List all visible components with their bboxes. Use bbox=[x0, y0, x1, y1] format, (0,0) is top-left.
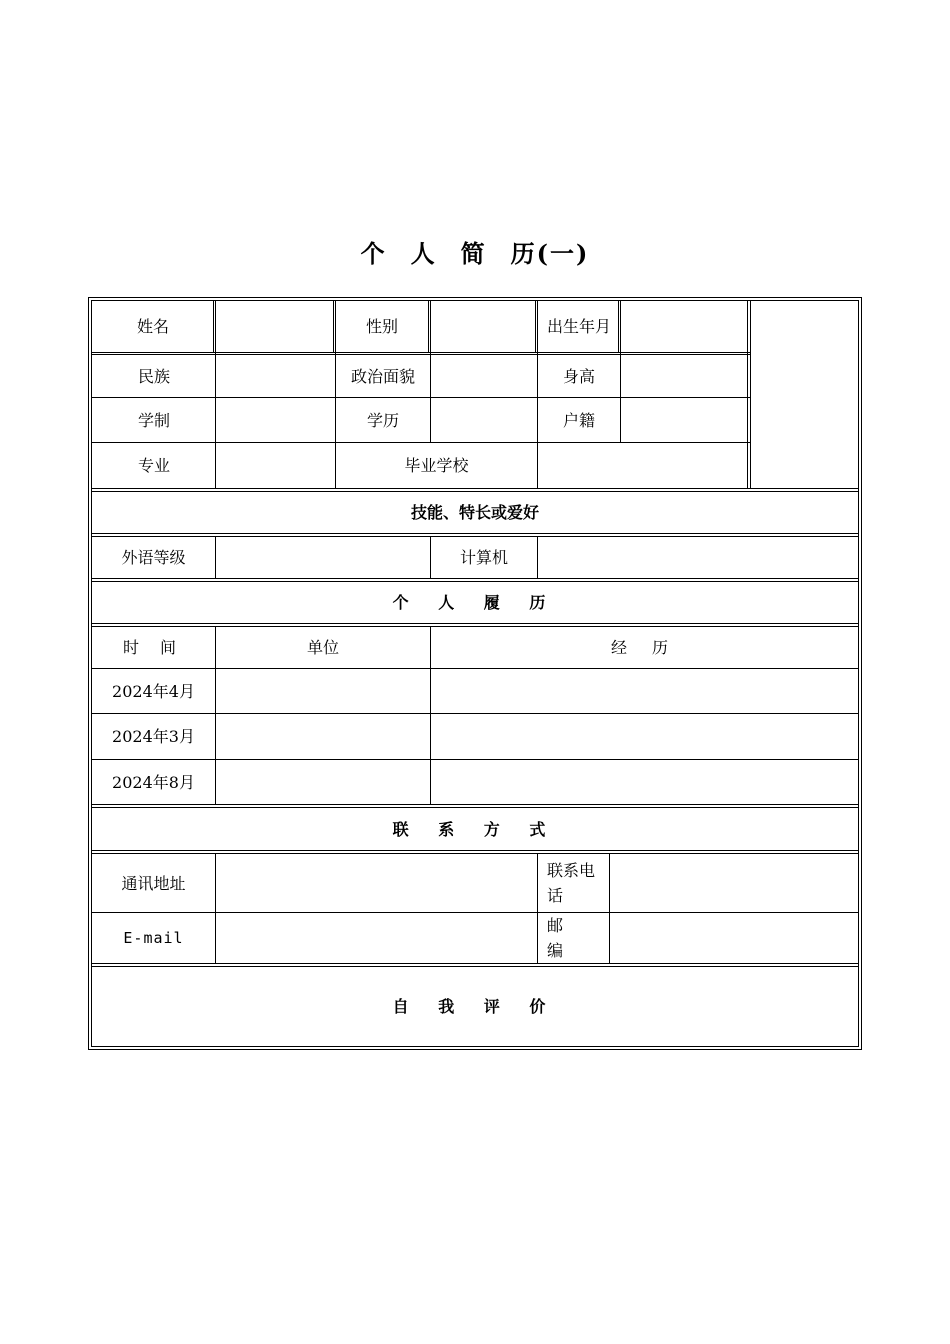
address-label: 通讯地址 bbox=[121, 873, 186, 893]
zip-field[interactable] bbox=[610, 913, 858, 963]
history-row-experience-field[interactable] bbox=[431, 669, 858, 713]
history-heading: 个 人 履 历 bbox=[392, 593, 558, 612]
history-row-time: 2024年4月 bbox=[112, 681, 195, 701]
language-field[interactable] bbox=[216, 537, 430, 578]
history-row-unit-field[interactable] bbox=[216, 714, 430, 759]
photo-area[interactable] bbox=[751, 301, 858, 488]
hukou-label: 户籍 bbox=[562, 410, 595, 430]
contact-heading: 联 系 方 式 bbox=[392, 819, 558, 839]
height-label: 身高 bbox=[562, 366, 595, 386]
height-field[interactable] bbox=[621, 355, 747, 397]
language-label: 外语等级 bbox=[121, 548, 186, 567]
page-title: 个 人 简 历(一) bbox=[360, 239, 590, 268]
gender-field[interactable] bbox=[431, 301, 535, 352]
ethnicity-field[interactable] bbox=[216, 355, 335, 397]
school-field[interactable] bbox=[538, 443, 747, 488]
skills-heading: 技能、特长或爱好 bbox=[410, 503, 539, 522]
zip-label: 邮编 bbox=[547, 916, 564, 960]
education-label: 学历 bbox=[366, 410, 399, 430]
phone-label: 联系电话 bbox=[547, 861, 596, 905]
major-label: 专业 bbox=[137, 456, 170, 475]
hukou-field[interactable] bbox=[621, 398, 747, 442]
computer-label: 计算机 bbox=[459, 548, 508, 567]
history-row-unit-field[interactable] bbox=[216, 669, 430, 713]
history-col-unit: 单位 bbox=[306, 638, 339, 657]
ethnicity-label: 民族 bbox=[137, 366, 170, 386]
history-row-unit-field[interactable] bbox=[216, 760, 430, 804]
history-col-time: 时 间 bbox=[122, 638, 185, 657]
address-field[interactable] bbox=[216, 854, 537, 912]
history-row-time: 2024年3月 bbox=[112, 727, 195, 746]
school-label: 毕业学校 bbox=[404, 456, 469, 475]
self-eval-heading: 自 我 评 价 bbox=[392, 997, 558, 1016]
phone-field[interactable] bbox=[610, 854, 858, 912]
political-field[interactable] bbox=[431, 355, 537, 397]
history-row-time: 2024年8月 bbox=[112, 772, 195, 792]
email-label: E-mail bbox=[123, 928, 184, 947]
gender-label: 性别 bbox=[365, 316, 398, 336]
birth-label: 出生年月 bbox=[546, 316, 611, 336]
history-row-experience-field[interactable] bbox=[431, 714, 858, 759]
birth-field[interactable] bbox=[621, 301, 747, 352]
email-field[interactable] bbox=[216, 913, 537, 963]
name-label: 姓名 bbox=[136, 316, 169, 336]
computer-field[interactable] bbox=[538, 537, 858, 578]
schooling-label: 学制 bbox=[137, 410, 170, 430]
major-field[interactable] bbox=[216, 443, 335, 488]
political-label: 政治面貌 bbox=[350, 366, 415, 386]
history-row-experience-field[interactable] bbox=[431, 760, 858, 804]
schooling-field[interactable] bbox=[216, 398, 335, 442]
history-col-experience: 经 历 bbox=[610, 638, 679, 657]
name-field[interactable] bbox=[216, 301, 333, 352]
education-field[interactable] bbox=[431, 398, 537, 442]
